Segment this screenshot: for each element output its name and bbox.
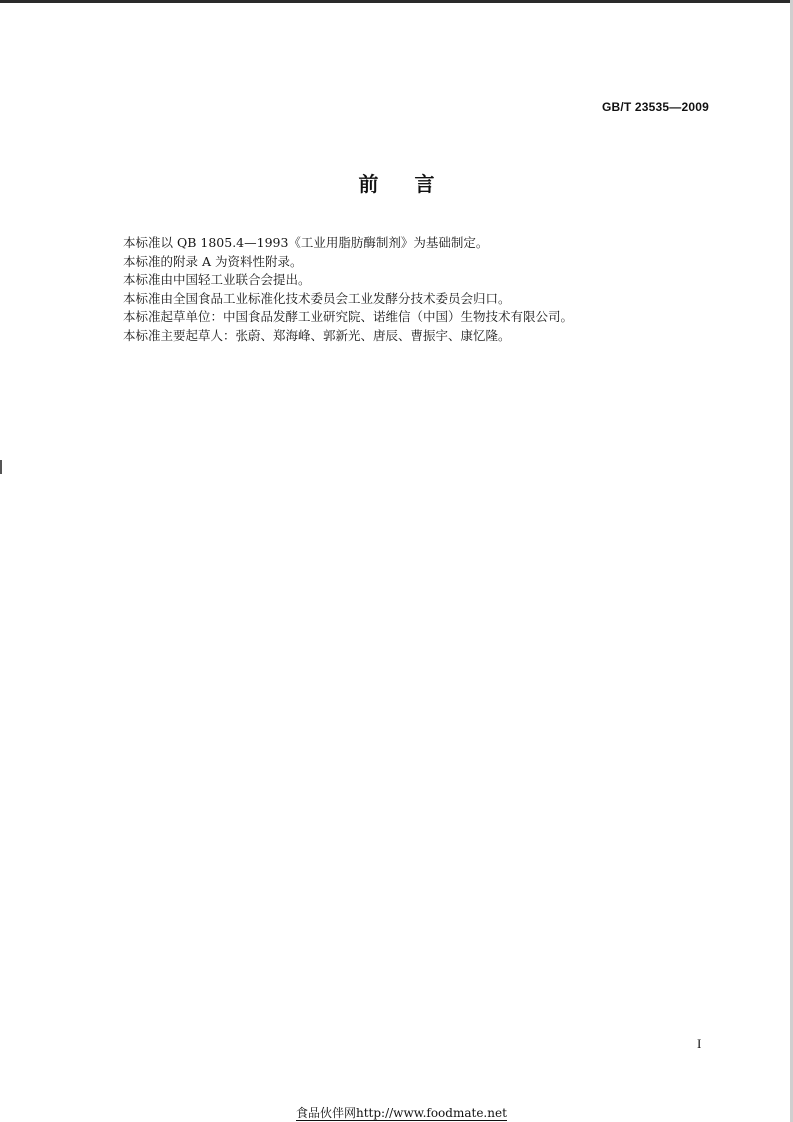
footer-source-link[interactable]: 食品伙伴网http://www.foodmate.net xyxy=(296,1106,507,1120)
preface-line: 本标准主要起草人：张蔚、郑海峰、郭新光、唐辰、曹振宇、康忆隆。 xyxy=(123,327,511,343)
preface-line: 本标准的附录 A 为资料性附录。 xyxy=(123,253,303,269)
preface-line: 本标准以 QB 1805.4—1993《工业用脂肪酶制剂》为基础制定。 xyxy=(123,235,489,250)
preface-line: 本标准由中国轻工业联合会提出。 xyxy=(123,272,311,287)
preface-title: 前言 xyxy=(358,172,471,196)
page-number: I xyxy=(697,1036,702,1051)
preface-line: 本标准由全国食品工业标准化技术委员会工业发酵分技术委员会归口。 xyxy=(123,290,511,306)
preface-body xyxy=(123,234,723,345)
scan-mark-left xyxy=(0,460,2,474)
scan-border-top xyxy=(0,0,793,3)
standard-code: GB/T 23535—2009 xyxy=(601,100,709,114)
preface-line: 本标准起草单位：中国食品发酵工业研究院、诺维信（中国）生物技术有限公司。 xyxy=(123,309,574,324)
